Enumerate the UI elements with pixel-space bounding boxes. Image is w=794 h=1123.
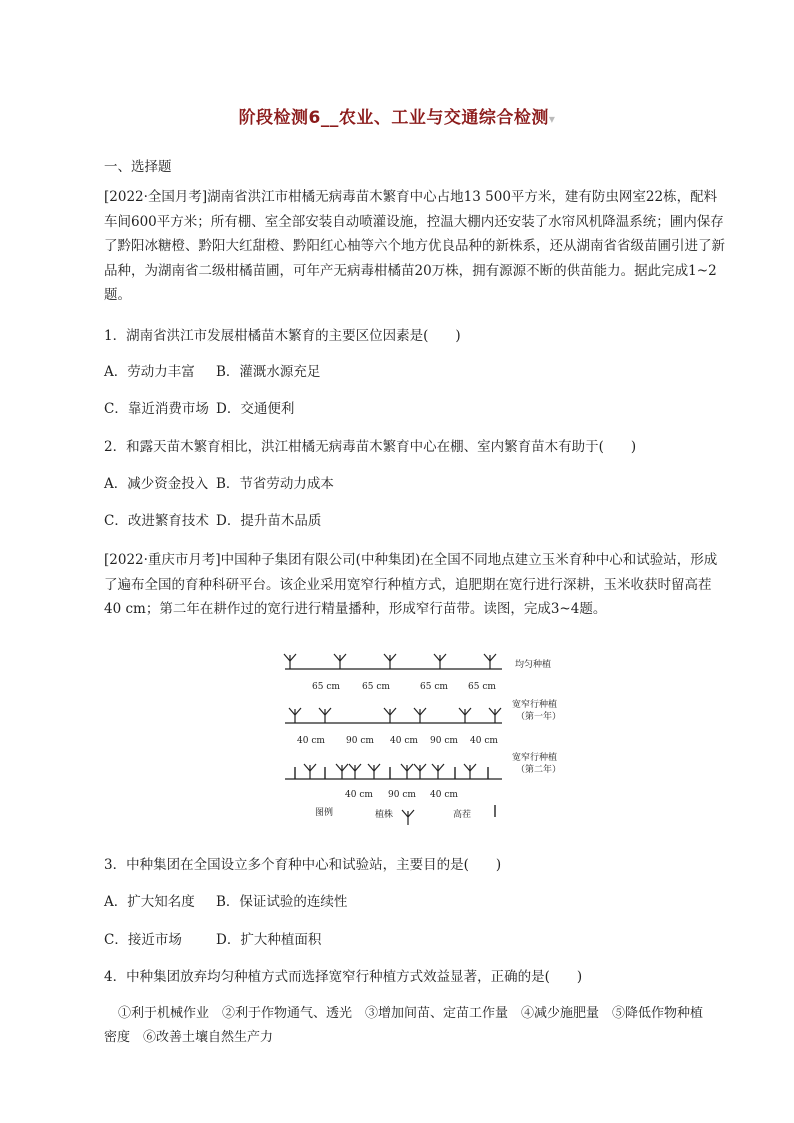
plant-mark bbox=[484, 654, 496, 669]
passage-2 bbox=[104, 548, 726, 622]
q2-option-b[interactable]: B．节省劳动力成本 bbox=[216, 476, 334, 492]
legend bbox=[315, 805, 495, 825]
row2-spacing-3: 40 cm bbox=[390, 736, 418, 746]
row3-spacing-1: 40 cm bbox=[345, 790, 373, 800]
q3-option-b[interactable]: B．保证试验的连续性 bbox=[216, 894, 348, 910]
row1-spacing-2: 65 cm bbox=[362, 682, 390, 692]
planting-diagram bbox=[270, 645, 590, 830]
question-1-stem: 1．湖南省洪江市发展柑橘苗木繁育的主要区位因素是( ) bbox=[104, 328, 461, 344]
plant-mark bbox=[401, 764, 413, 779]
q1-option-d[interactable]: D．交通便利 bbox=[216, 401, 295, 417]
plant-mark bbox=[414, 764, 426, 779]
plant-mark bbox=[414, 708, 426, 723]
passage-1 bbox=[104, 185, 726, 308]
plant-mark bbox=[384, 708, 396, 723]
legend-plant-label: 植株 bbox=[375, 810, 394, 820]
plant-mark bbox=[284, 654, 296, 669]
question-3-options-ab bbox=[104, 892, 347, 912]
page-title bbox=[0, 103, 794, 128]
plants-row1 bbox=[284, 654, 496, 669]
passage-1-text: [2022·全国月考]湖南省洪江市柑橘无病毒苗木繁育中心占地13 500平方米，建有防虫网室22栋，配料车间600平方米；所有棚、室全部安装自动喷灌设施，控温大棚内还安装了水帘风机降温系统；圃内保存了黔阳冰糖橙、黔阳大红甜橙、黔阳红心柚等六个地方优良品种的新株系，还从湖南省省级苗圃引进了新品种，为湖南省二级柑橘苗圃，可年产无病毒柑橘苗20万株，拥有源源不断的供苗能力。据此完成1~2题。 bbox=[104, 189, 725, 303]
question-1-options-ab bbox=[104, 362, 320, 382]
plant-mark bbox=[349, 764, 361, 779]
legend-stubble-label: 高茬 bbox=[453, 810, 472, 820]
section-heading: 一、选择题 bbox=[104, 159, 172, 175]
row2-label: 宽窄行种植 bbox=[512, 700, 558, 710]
question-4-choices-line2: 密度 ⑥改善土壤自然生产力 bbox=[104, 1030, 274, 1045]
q3-option-a[interactable]: A．扩大知名度 bbox=[104, 894, 195, 910]
q2-option-c[interactable]: C．改进繁育技术 bbox=[104, 513, 209, 529]
row3-label: 宽窄行种植 bbox=[512, 753, 558, 763]
plant-mark bbox=[384, 654, 396, 669]
plant-mark bbox=[319, 708, 331, 723]
row2-spacing-2: 90 cm bbox=[346, 736, 374, 746]
question-4-stem: 4．中种集团放弃均匀种植方式而选择宽窄行种植方式效益显著，正确的是( ) bbox=[104, 969, 583, 985]
row2-spacing-1: 40 cm bbox=[297, 736, 325, 746]
q2-option-a[interactable]: A．减少资金投入 bbox=[104, 476, 209, 492]
row2-spacing-4: 90 cm bbox=[430, 736, 458, 746]
question-3-stem: 3．中种集团在全国设立多个育种中心和试验站，主要目的是( ) bbox=[104, 857, 502, 873]
question-2-stem: 2．和露天苗木繁育相比，洪江柑橘无病毒苗木繁育中心在棚、室内繁育苗木有助于( ) bbox=[104, 439, 637, 455]
q3-option-d[interactable]: D．扩大种植面积 bbox=[216, 932, 322, 948]
q1-option-c[interactable]: C．靠近消费市场 bbox=[104, 401, 209, 417]
plant-mark bbox=[432, 764, 444, 779]
q1-option-a[interactable]: A．劳动力丰富 bbox=[104, 364, 195, 380]
row3-spacing-3: 40 cm bbox=[430, 790, 458, 800]
plant-mark bbox=[368, 764, 380, 779]
plant-mark bbox=[434, 654, 446, 669]
legend-title: 图例 bbox=[315, 808, 334, 818]
row2-sublabel: （第一年） bbox=[516, 712, 562, 722]
q2-option-d[interactable]: D．提升苗木品质 bbox=[216, 513, 322, 529]
legend-plant-icon bbox=[402, 810, 414, 825]
plant-mark bbox=[289, 708, 301, 723]
plants-row2 bbox=[289, 708, 501, 723]
plant-mark bbox=[464, 764, 476, 779]
row3-spacing-2: 90 cm bbox=[388, 790, 416, 800]
question-4-choices-line1: ①利于机械作业 ②利于作物通气、透光 ③增加间苗、定苗工作量 ④减少施肥量 ⑤降低作物种植 bbox=[118, 1006, 704, 1021]
q3-option-c[interactable]: C．接近市场 bbox=[104, 932, 182, 948]
plant-mark bbox=[334, 654, 346, 669]
plant-mark bbox=[459, 708, 471, 723]
plant-mark bbox=[336, 764, 348, 779]
row1-spacing-3: 65 cm bbox=[420, 682, 448, 692]
question-1-options-cd bbox=[104, 399, 294, 419]
row2-spacing-5: 40 cm bbox=[470, 736, 498, 746]
plant-mark bbox=[489, 708, 501, 723]
row1-label: 均匀种植 bbox=[515, 660, 552, 670]
question-3-options-cd bbox=[104, 930, 321, 950]
title-text: 阶段检测6__农业、工业与交通综合检测 bbox=[238, 108, 549, 128]
passage-2-text: [2022·重庆市月考]中国种子集团有限公司(中种集团)在全国不同地点建立玉米育种中心和试验站，形成了遍布全国的育种科研平台。该企业采用宽窄行种植方式，追肥期在宽行进行深耕，玉米收获时留高茬40 cm；第二年在耕作过的宽行进行精量播种，形成窄行苗带。读图，完成3~4题。 bbox=[104, 552, 718, 617]
row3-sublabel: （第二年） bbox=[516, 765, 562, 775]
question-2-options-ab bbox=[104, 474, 334, 494]
q1-option-b[interactable]: B．灌溉水源充足 bbox=[216, 364, 321, 380]
row1-spacing-4: 65 cm bbox=[468, 682, 496, 692]
dropdown-arrow-icon[interactable]: ▾ bbox=[548, 112, 556, 126]
plants-row3 bbox=[295, 764, 488, 779]
question-2-options-cd bbox=[104, 511, 321, 531]
row1-spacing-1: 65 cm bbox=[312, 682, 340, 692]
plant-mark bbox=[304, 764, 316, 779]
